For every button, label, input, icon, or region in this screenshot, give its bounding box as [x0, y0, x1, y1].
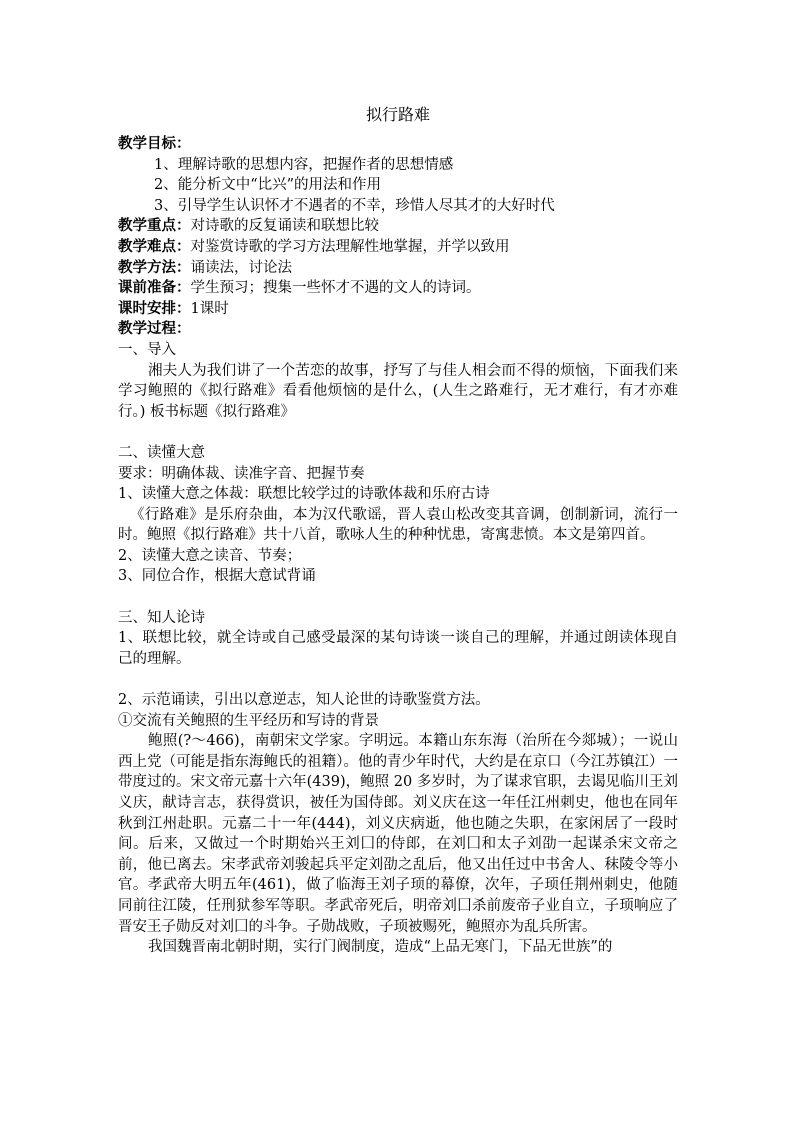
prep-text: 学生预习；搜集一些怀才不遇的文人的诗词。: [190, 280, 481, 297]
schedule-row: [118, 299, 678, 320]
section2-item2: 2、读懂大意之读音、节奏；: [118, 547, 302, 564]
difficulty-row: [118, 237, 678, 258]
key-point-row: [118, 216, 678, 237]
section2-requirement: 要求：明确体裁、读准字音、把握节奏: [118, 465, 365, 482]
bio-para: 鲍照(?～466)，南朝宋文学家。字明远。本籍山东东海（治所在今郯城）；一说山西上党（可能是指东海鲍氏的祖籍）。他的青少年时代，大约是在京口（今江苏镇江）一带度过的。宋文帝元嘉十六年(439)，鲍照 20 多岁时，为了谋求官职，去谒见临川王刘义庆，献诗言志，获得赏识，被任为国侍郎。刘义庆在这一年任江州刺史，他也在同年秋到江州赴职。元嘉二十一年(444)，刘义庆病逝，他也随之失职，在家闲居了一段时间。后来，又做过一个时期始兴王刘囗的侍郎，在刘囗和太子刘劭一起谋杀宋文帝之前，他已离去。宋孝武帝刘骏起兵平定刘劭之乱后，他又出任过中书舍人、秣陵令等小官。孝武帝大明五年(461)，做了临海王刘子顼的幕僚，次年，子顼任荆州刺史，他随同前往江陵，任刑狱参军等职。孝武帝死后，明帝刘囗杀前废帝子业自立，子顼响应了晋安王子勋反对刘囗的斗争。子勋战败，子顼被赐死，鲍照亦为乱兵所害。: [118, 733, 678, 935]
document-page: [118, 104, 678, 958]
method-text: 诵读法，讨论法: [190, 259, 292, 276]
section1-para: 湘夫人为我们讲了一个苦恋的故事，抒写了与佳人相会而不得的烦恼，下面我们来学习鲍照的《拟行路难》看看他烦恼的是什么，(人生之路难行，无才难行，有才亦难行。) 板书标题《拟行路难》: [118, 362, 678, 420]
section3-item2: 2、示范诵读，引出以意逆志，知人论世的诗歌鉴赏方法。: [118, 692, 490, 709]
section2-item3: 3、同位合作，根据大意试背诵: [118, 568, 316, 585]
prep-label: 课前准备：: [118, 279, 191, 297]
spacer: [118, 669, 678, 690]
schedule-text: 1课时: [190, 300, 229, 317]
page-title: 拟行路难: [365, 105, 430, 124]
difficulty-text: 对鉴赏诗歌的学习方法理解性地掌握，并学以致用: [190, 238, 510, 255]
section3-item1: 1、联想比较，就全诗或自己感受最深的某句诗谈一谈自己的理解，并通过朗读体现自己的理解。: [118, 630, 678, 667]
key-point-label: 教学重点：: [118, 217, 191, 235]
objective-item: 3、引导学生认识怀才不遇者的不幸，珍惜人尽其才的大好时代: [154, 197, 555, 214]
spacer: [118, 422, 678, 443]
section3-heading: 三、知人论诗: [118, 609, 205, 626]
objective-item: 2、能分析文中“比兴”的用法和作用: [154, 177, 382, 194]
spacer: [118, 587, 678, 608]
section2-item1: 1、读懂大意之体裁：联想比较学过的诗歌体裁和乐府古诗: [118, 486, 490, 503]
schedule-label: 课时安排：: [118, 299, 191, 317]
last-para: 我国魏晋南北朝时期，实行门阀制度，造成“上品无寒门，下品无世族”的: [148, 939, 613, 956]
method-label: 教学方法：: [118, 258, 191, 276]
section3-sub1: ①交流有关鲍照的生平经历和写诗的背景: [118, 712, 379, 729]
method-row: [118, 258, 678, 279]
objectives-list: [118, 155, 678, 217]
section2-item1-para: 《行路难》是乐府杂曲，本为汉代歌谣，晋人袁山松改变其音调，创制新词，流行一时。鲍照《拟行路难》共十八首，歌咏人生的种种忧患，寄寓悲愤。本文是第四首。: [118, 506, 678, 544]
section1-heading: 一、导入: [118, 341, 176, 358]
prep-row: [118, 278, 678, 299]
objective-item: 1、理解诗歌的思想内容，把握作者的思想情感: [154, 156, 454, 173]
objectives-label: 教学目标：: [118, 135, 191, 152]
difficulty-label: 教学难点：: [118, 237, 191, 255]
section2-heading: 二、读懂大意: [118, 444, 205, 461]
process-label: 教学过程：: [118, 320, 191, 338]
key-point-text: 对诗歌的反复诵读和联想比较: [190, 218, 379, 235]
